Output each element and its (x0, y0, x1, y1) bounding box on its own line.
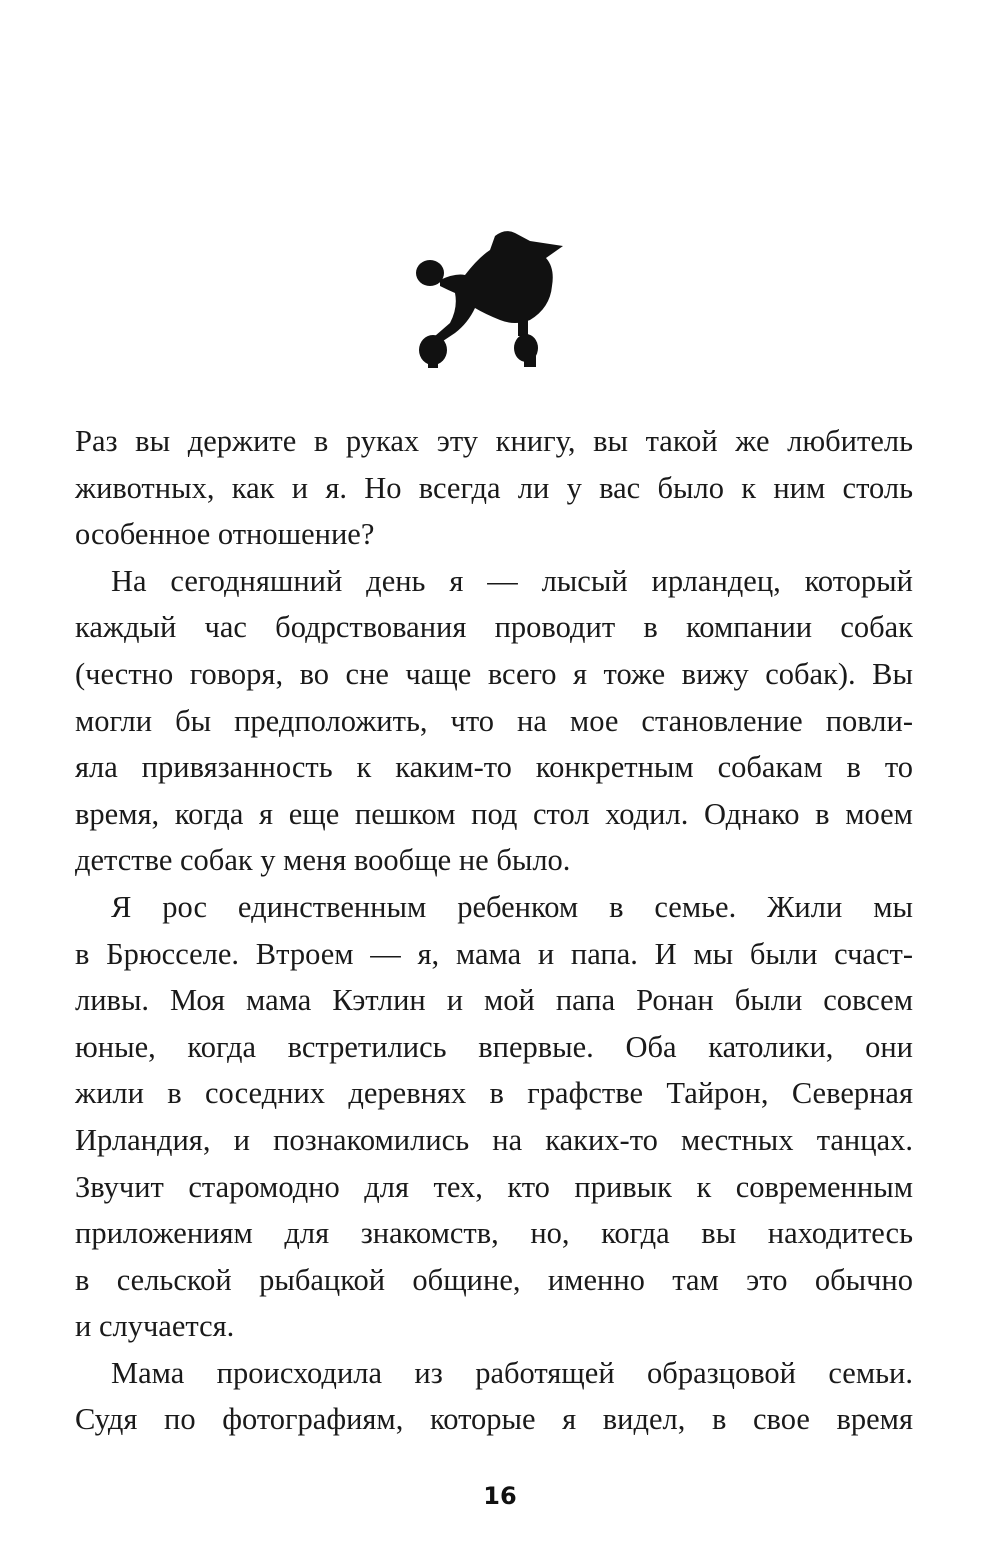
text-line: детстве собак у меня вообще не было. (75, 843, 571, 878)
text-line: Раз вы держите в руках эту книгу, вы такой же любитель (75, 424, 913, 458)
text-line: время, когда я еще пешком под стол ходил. Однако в моем (75, 796, 913, 831)
page-number: 16 (483, 1482, 517, 1510)
paragraph (75, 418, 913, 558)
text-line: ливы. Моя мама Кэтлин и мой папа Ронан были совсем (75, 983, 913, 1018)
text-line: юные, когда встретились впервые. Оба католики, они (75, 1029, 913, 1064)
text-line: На сегодняшний день я — лысый ирландец, который (111, 563, 913, 598)
paragraph (75, 558, 913, 884)
text-line: Я рос единственным ребенком в семье. Жили мы (111, 889, 913, 924)
text-line: в сельской рыбацкой общине, именно там это обычно (75, 1262, 913, 1297)
text-line: в Брюсселе. Втроем — я, мама и папа. И мы были счаст- (75, 936, 913, 971)
text-line: особенное отношение? (75, 517, 375, 552)
text-line: животных, как и я. Но всегда ли у вас было к ним столь (75, 470, 913, 505)
text-line: Судя по фотографиям, которые я видел, в свое время (75, 1402, 913, 1437)
text-line: Мама происходила из работящей образцовой семьи. (111, 1355, 913, 1390)
text-line: жили в соседних деревнях в графстве Тайрон, Северная (75, 1076, 913, 1111)
text-line: и случается. (75, 1309, 235, 1344)
text-line: могли бы предположить, что на мое становление повли- (75, 703, 913, 738)
text-line: яла привязанность к каким-то конкретным собакам в то (75, 750, 913, 785)
paragraph (75, 1350, 913, 1443)
text-line: каждый час бодрствования проводит в компании собак (75, 610, 913, 645)
text-line: приложениям для знакомств, но, когда вы находитесь (75, 1216, 913, 1251)
text-line: (честно говоря, во сне чаще всего я тоже вижу собак). Вы (75, 656, 913, 691)
text-line: Звучит старомодно для тех, кто привык к современным (75, 1169, 913, 1204)
body-text (75, 418, 913, 1443)
poodle-illustration (400, 228, 600, 388)
text-line: Ирландия, и познакомились на каких-то местных танцах. (75, 1122, 913, 1157)
paragraph (75, 884, 913, 1350)
